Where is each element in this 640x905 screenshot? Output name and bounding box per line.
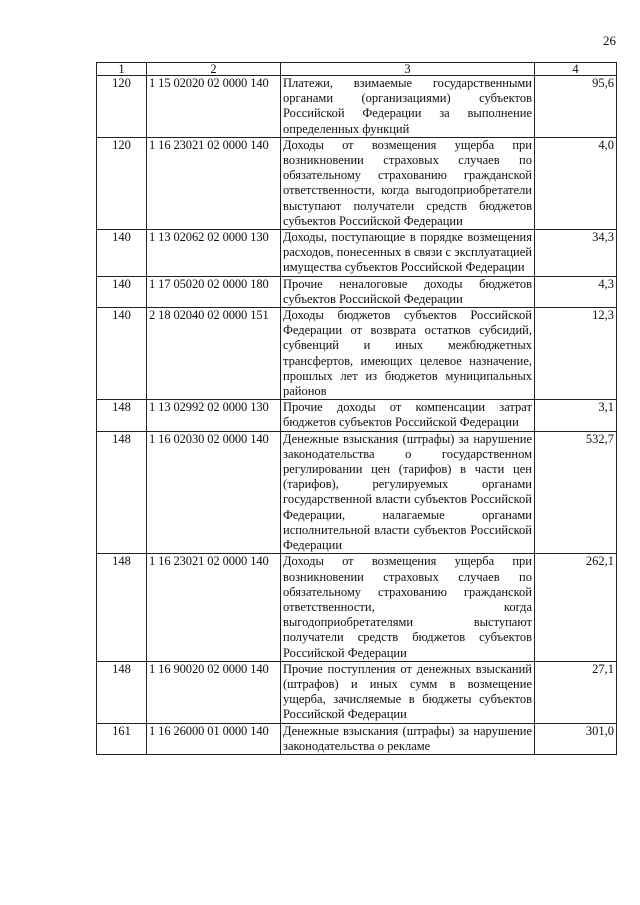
admin-code-cell: 148 <box>97 431 147 554</box>
kbk-code-cell: 1 13 02062 02 0000 130 <box>147 230 281 277</box>
amount-cell: 95,6 <box>535 76 617 138</box>
revenue-name-cell: Платежи, взимаемые государственными органами (организациями) субъектов Российской Федерации за выполнение определенных функций <box>281 76 535 138</box>
kbk-code-cell: 1 16 02030 02 0000 140 <box>147 431 281 554</box>
revenue-name-cell: Прочие неналоговые доходы бюджетов субъектов Российской Федерации <box>281 276 535 307</box>
kbk-code-cell: 1 16 23021 02 0000 140 <box>147 554 281 661</box>
table-row <box>97 400 617 431</box>
column-header-2: 2 <box>147 63 281 76</box>
revenue-name-cell: Доходы бюджетов субъектов Российской Федерации от возврата остатков субсидий, субвенций и иных межбюджетных трансфертов, имеющих целевое назначение, прошлых лет из бюджетов муниципальных районов <box>281 308 535 400</box>
amount-cell: 4,0 <box>535 137 617 229</box>
admin-code-cell: 148 <box>97 400 147 431</box>
admin-code-cell: 161 <box>97 723 147 754</box>
amount-cell: 532,7 <box>535 431 617 554</box>
amount-cell: 34,3 <box>535 230 617 277</box>
table-header-row <box>97 63 617 76</box>
amount-cell: 301,0 <box>535 723 617 754</box>
kbk-code-cell: 1 16 26000 01 0000 140 <box>147 723 281 754</box>
admin-code-cell: 140 <box>97 230 147 277</box>
table-row <box>97 137 617 229</box>
revenue-name-cell: Прочие доходы от компенсации затрат бюджетов субъектов Российской Федерации <box>281 400 535 431</box>
revenue-name-cell: Доходы от возмещения ущерба при возникновении страховых случаев по обязательному страхованию гражданской ответственности, когда выгодоприобретателями выступают получатели средств бюджетов субъектов Российской Федерации <box>281 554 535 661</box>
revenue-name-cell: Доходы, поступающие в порядке возмещения расходов, понесенных в связи с эксплуатацией имущества субъектов Российской Федерации <box>281 230 535 277</box>
page-number: 26 <box>603 33 616 48</box>
amount-cell: 4,3 <box>535 276 617 307</box>
column-header-1: 1 <box>97 63 147 76</box>
table-row <box>97 276 617 307</box>
admin-code-cell: 140 <box>97 276 147 307</box>
admin-code-cell: 148 <box>97 661 147 723</box>
column-header-4: 4 <box>535 63 617 76</box>
kbk-code-cell: 1 13 02992 02 0000 130 <box>147 400 281 431</box>
table-row <box>97 308 617 400</box>
table-row <box>97 230 617 277</box>
amount-cell: 3,1 <box>535 400 617 431</box>
kbk-code-cell: 1 16 23021 02 0000 140 <box>147 137 281 229</box>
table-row <box>97 661 617 723</box>
table-row <box>97 554 617 661</box>
admin-code-cell: 140 <box>97 308 147 400</box>
revenue-name-cell: Прочие поступления от денежных взысканий (штрафов) и иных сумм в возмещение ущерба, зачисляемые в бюджеты субъектов Российской Федерации <box>281 661 535 723</box>
table-row <box>97 76 617 138</box>
amount-cell: 12,3 <box>535 308 617 400</box>
amount-cell: 27,1 <box>535 661 617 723</box>
kbk-code-cell: 2 18 02040 02 0000 151 <box>147 308 281 400</box>
kbk-code-cell: 1 17 05020 02 0000 180 <box>147 276 281 307</box>
revenue-name-cell: Доходы от возмещения ущерба при возникновении страховых случаев по обязательному страхованию гражданской ответственности, когда выгодоприобретатели выступают получатели средств бюджетов субъектов Российской Федерации <box>281 137 535 229</box>
admin-code-cell: 148 <box>97 554 147 661</box>
kbk-code-cell: 1 15 02020 02 0000 140 <box>147 76 281 138</box>
column-header-3: 3 <box>281 63 535 76</box>
admin-code-cell: 120 <box>97 76 147 138</box>
kbk-code-cell: 1 16 90020 02 0000 140 <box>147 661 281 723</box>
budget-revenue-table <box>96 62 617 755</box>
revenue-name-cell: Денежные взыскания (штрафы) за нарушение законодательства о рекламе <box>281 723 535 754</box>
admin-code-cell: 120 <box>97 137 147 229</box>
table-row <box>97 431 617 554</box>
amount-cell: 262,1 <box>535 554 617 661</box>
revenue-name-cell: Денежные взыскания (штрафы) за нарушение законодательства о государственном регулировании цен (тарифов) в части цен (тарифов), регулируемых органами государственной власти субъектов Российской Федерации, налагаемые органами исполнительной власти субъектов Российской Федерации <box>281 431 535 554</box>
table-row <box>97 723 617 754</box>
